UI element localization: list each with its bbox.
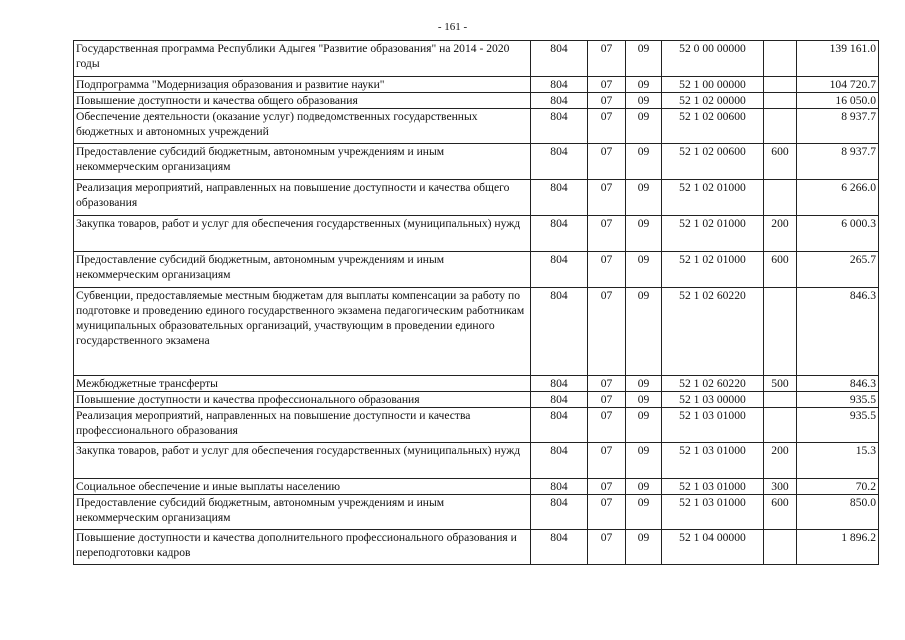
row-name: Повышение доступности и качества дополнительного профессионального образования и переподготовки кадров [74,530,531,565]
table-row [74,443,879,479]
subsection-code: 09 [626,376,662,392]
expense-type-code [764,288,797,376]
row-name: Подпрограмма "Модернизация образования и развитие науки" [74,77,531,93]
row-name: Предоставление субсидий бюджетным, автономным учреждениям и иным некоммерческим организациям [74,495,531,530]
section-code: 07 [588,252,626,288]
ministry-code: 804 [531,109,588,144]
table-row [74,530,879,565]
section-code: 07 [588,180,626,216]
table-row [74,376,879,392]
budget-table-body [74,41,879,565]
subsection-code: 09 [626,288,662,376]
target-article-code: 52 1 02 60220 [662,288,764,376]
amount: 15.3 [797,443,879,479]
subsection-code: 09 [626,495,662,530]
ministry-code: 804 [531,144,588,180]
amount: 104 720.7 [797,77,879,93]
row-name: Предоставление субсидий бюджетным, автономным учреждениям и иным некоммерческим организациям [74,252,531,288]
section-code: 07 [588,41,626,77]
amount: 850.0 [797,495,879,530]
amount: 8 937.7 [797,109,879,144]
amount: 265.7 [797,252,879,288]
target-article-code: 52 1 03 01000 [662,408,764,443]
expense-type-code: 600 [764,495,797,530]
ministry-code: 804 [531,216,588,252]
table-row [74,479,879,495]
row-name: Предоставление субсидий бюджетным, автономным учреждениям и иным некоммерческим организациям [74,144,531,180]
expense-type-code: 600 [764,252,797,288]
subsection-code: 09 [626,443,662,479]
row-name: Реализация мероприятий, направленных на повышение доступности и качества профессионального образования [74,408,531,443]
target-article-code: 52 1 02 00600 [662,144,764,180]
expense-type-code: 300 [764,479,797,495]
expense-type-code [764,408,797,443]
amount: 16 050.0 [797,93,879,109]
expense-type-code: 200 [764,216,797,252]
target-article-code: 52 1 03 01000 [662,495,764,530]
amount: 935.5 [797,392,879,408]
expense-type-code: 200 [764,443,797,479]
subsection-code: 09 [626,41,662,77]
target-article-code: 52 1 02 01000 [662,180,764,216]
target-article-code: 52 1 02 01000 [662,252,764,288]
table-row [74,216,879,252]
expense-type-code [764,180,797,216]
table-row [74,93,879,109]
target-article-code: 52 1 02 60220 [662,376,764,392]
expense-type-code: 600 [764,144,797,180]
amount: 70.2 [797,479,879,495]
section-code: 07 [588,408,626,443]
subsection-code: 09 [626,77,662,93]
table-row [74,77,879,93]
row-name: Повышение доступности и качества общего образования [74,93,531,109]
table-row [74,288,879,376]
row-name: Повышение доступности и качества профессионального образования [74,392,531,408]
ministry-code: 804 [531,41,588,77]
table-row [74,144,879,180]
ministry-code: 804 [531,252,588,288]
expense-type-code [764,77,797,93]
target-article-code: 52 0 00 00000 [662,41,764,77]
section-code: 07 [588,530,626,565]
row-name: Государственная программа Республики Адыгея "Развитие образования" на 2014 - 2020 годы [74,41,531,77]
subsection-code: 09 [626,144,662,180]
subsection-code: 09 [626,252,662,288]
amount: 935.5 [797,408,879,443]
subsection-code: 09 [626,180,662,216]
expense-type-code: 500 [764,376,797,392]
table-row [74,408,879,443]
table-row [74,41,879,77]
expense-type-code [764,392,797,408]
table-row [74,252,879,288]
subsection-code: 09 [626,392,662,408]
target-article-code: 52 1 00 00000 [662,77,764,93]
subsection-code: 09 [626,93,662,109]
table-row [74,180,879,216]
row-name: Обеспечение деятельности (оказание услуг) подведомственных государственных бюджетных и автономных учреждений [74,109,531,144]
section-code: 07 [588,93,626,109]
amount: 139 161.0 [797,41,879,77]
row-name: Межбюджетные трансферты [74,376,531,392]
section-code: 07 [588,392,626,408]
ministry-code: 804 [531,93,588,109]
ministry-code: 804 [531,530,588,565]
target-article-code: 52 1 02 00600 [662,109,764,144]
section-code: 07 [588,376,626,392]
ministry-code: 804 [531,392,588,408]
target-article-code: 52 1 03 01000 [662,479,764,495]
subsection-code: 09 [626,216,662,252]
row-name: Субвенции, предоставляемые местным бюджетам для выплаты компенсации за работу по подготовке и проведению единого государственного экзамена педагогическим работникам муниципальных образовательных организаций, участвующим в проведении единого государственного экзамена [74,288,531,376]
page-number: - 161 - [437,21,468,33]
expense-type-code [764,530,797,565]
subsection-code: 09 [626,109,662,144]
subsection-code: 09 [626,408,662,443]
amount: 846.3 [797,376,879,392]
budget-table [73,40,879,565]
subsection-code: 09 [626,479,662,495]
ministry-code: 804 [531,77,588,93]
target-article-code: 52 1 02 00000 [662,93,764,109]
amount: 8 937.7 [797,144,879,180]
table-row [74,495,879,530]
row-name: Социальное обеспечение и иные выплаты населению [74,479,531,495]
ministry-code: 804 [531,408,588,443]
row-name: Закупка товаров, работ и услуг для обеспечения государственных (муниципальных) нужд [74,443,531,479]
target-article-code: 52 1 04 00000 [662,530,764,565]
ministry-code: 804 [531,443,588,479]
ministry-code: 804 [531,495,588,530]
row-name: Реализация мероприятий, направленных на повышение доступности и качества общего образования [74,180,531,216]
section-code: 07 [588,109,626,144]
expense-type-code [764,93,797,109]
table-row [74,392,879,408]
expense-type-code [764,109,797,144]
target-article-code: 52 1 02 01000 [662,216,764,252]
ministry-code: 804 [531,180,588,216]
ministry-code: 804 [531,288,588,376]
amount: 846.3 [797,288,879,376]
section-code: 07 [588,495,626,530]
section-code: 07 [588,144,626,180]
ministry-code: 804 [531,479,588,495]
ministry-code: 804 [531,376,588,392]
section-code: 07 [588,77,626,93]
row-name: Закупка товаров, работ и услуг для обеспечения государственных (муниципальных) нужд [74,216,531,252]
amount: 6 000.3 [797,216,879,252]
section-code: 07 [588,443,626,479]
section-code: 07 [588,479,626,495]
subsection-code: 09 [626,530,662,565]
section-code: 07 [588,216,626,252]
amount: 6 266.0 [797,180,879,216]
table-row [74,109,879,144]
target-article-code: 52 1 03 01000 [662,443,764,479]
expense-type-code [764,41,797,77]
section-code: 07 [588,288,626,376]
target-article-code: 52 1 03 00000 [662,392,764,408]
amount: 1 896.2 [797,530,879,565]
